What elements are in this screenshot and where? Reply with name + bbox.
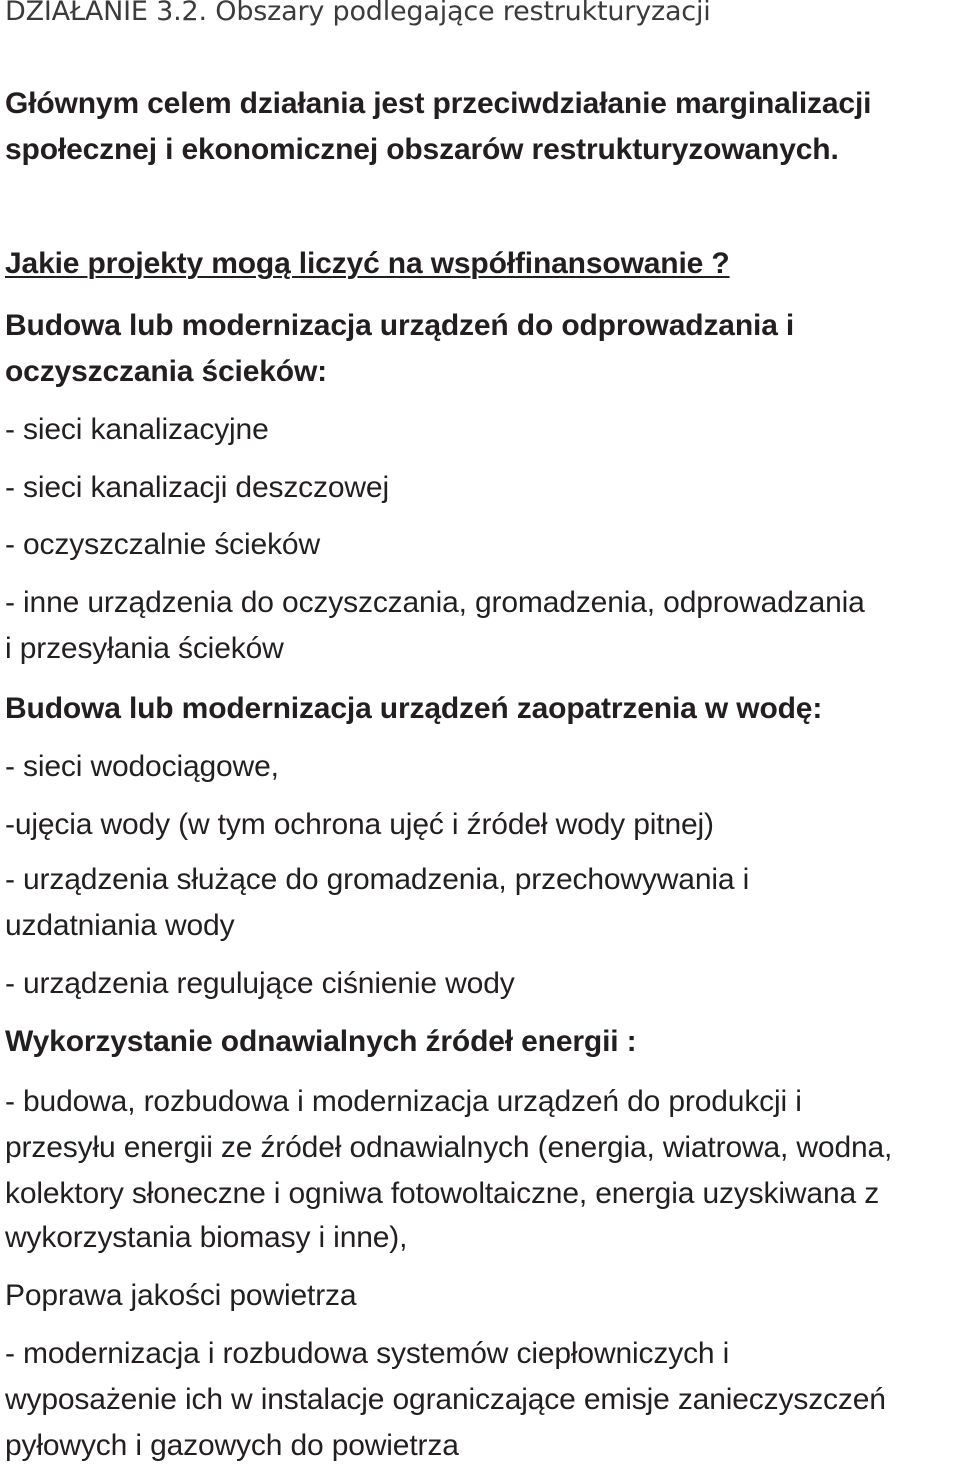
sewage-item: - inne urządzenia do oczyszczania, gromadzenia, odprowadzania — [5, 586, 865, 619]
question-heading: Jakie projekty mogą liczyć na współfinansowanie ? — [5, 247, 730, 280]
water-item: - urządzenia służące do gromadzenia, przechowywania i — [5, 863, 750, 896]
water-item: - sieci wodociągowe, — [5, 750, 279, 783]
energy-title: Wykorzystanie odnawialnych źródeł energii : — [5, 1025, 637, 1058]
water-item: - urządzenia regulujące ciśnienie wody — [5, 967, 515, 1000]
sewage-item: i przesyłania ścieków — [5, 632, 284, 665]
energy-item: kolektory słoneczne i ogniwa fotowoltaiczne, energia uzyskiwana z — [5, 1177, 880, 1210]
air-item: - modernizacja i rozbudowa systemów ciepłowniczych i — [5, 1337, 730, 1370]
sewage-title-line-1: Budowa lub modernizacja urządzeń do odprowadzania i — [5, 309, 795, 342]
water-item: -ujęcia wody (w tym ochrona ujęć i źródeł wody pitnej) — [5, 808, 714, 841]
water-item: uzdatniania wody — [5, 909, 235, 942]
section-heading: DZIAŁANIE 3.2. Obszary podlegające restrukturyzacji — [5, 0, 711, 27]
air-item: wyposażenie ich w instalacje ograniczające emisje zanieczyszczeń — [5, 1383, 886, 1416]
energy-item: - budowa, rozbudowa i modernizacja urządzeń do produkcji i — [5, 1085, 802, 1118]
air-item: pyłowych i gazowych do powietrza — [5, 1429, 459, 1462]
sewage-item: - sieci kanalizacyjne — [5, 413, 269, 446]
goal-line-1: Głównym celem działania jest przeciwdziałanie marginalizacji — [5, 87, 872, 120]
energy-item: wykorzystania biomasy i inne), — [5, 1221, 408, 1254]
energy-item: przesyłu energii ze źródeł odnawialnych (energia, wiatrowa, wodna, — [5, 1131, 893, 1164]
sewage-item: - oczyszczalnie ścieków — [5, 528, 320, 561]
sewage-item: - sieci kanalizacji deszczowej — [5, 471, 389, 504]
water-title: Budowa lub modernizacja urządzeń zaopatrzenia w wodę: — [5, 692, 823, 725]
air-title: Poprawa jakości powietrza — [5, 1279, 357, 1312]
sewage-title-line-2: oczyszczania ścieków: — [5, 355, 328, 388]
goal-line-2: społecznej i ekonomicznej obszarów restrukturyzowanych. — [5, 133, 839, 166]
